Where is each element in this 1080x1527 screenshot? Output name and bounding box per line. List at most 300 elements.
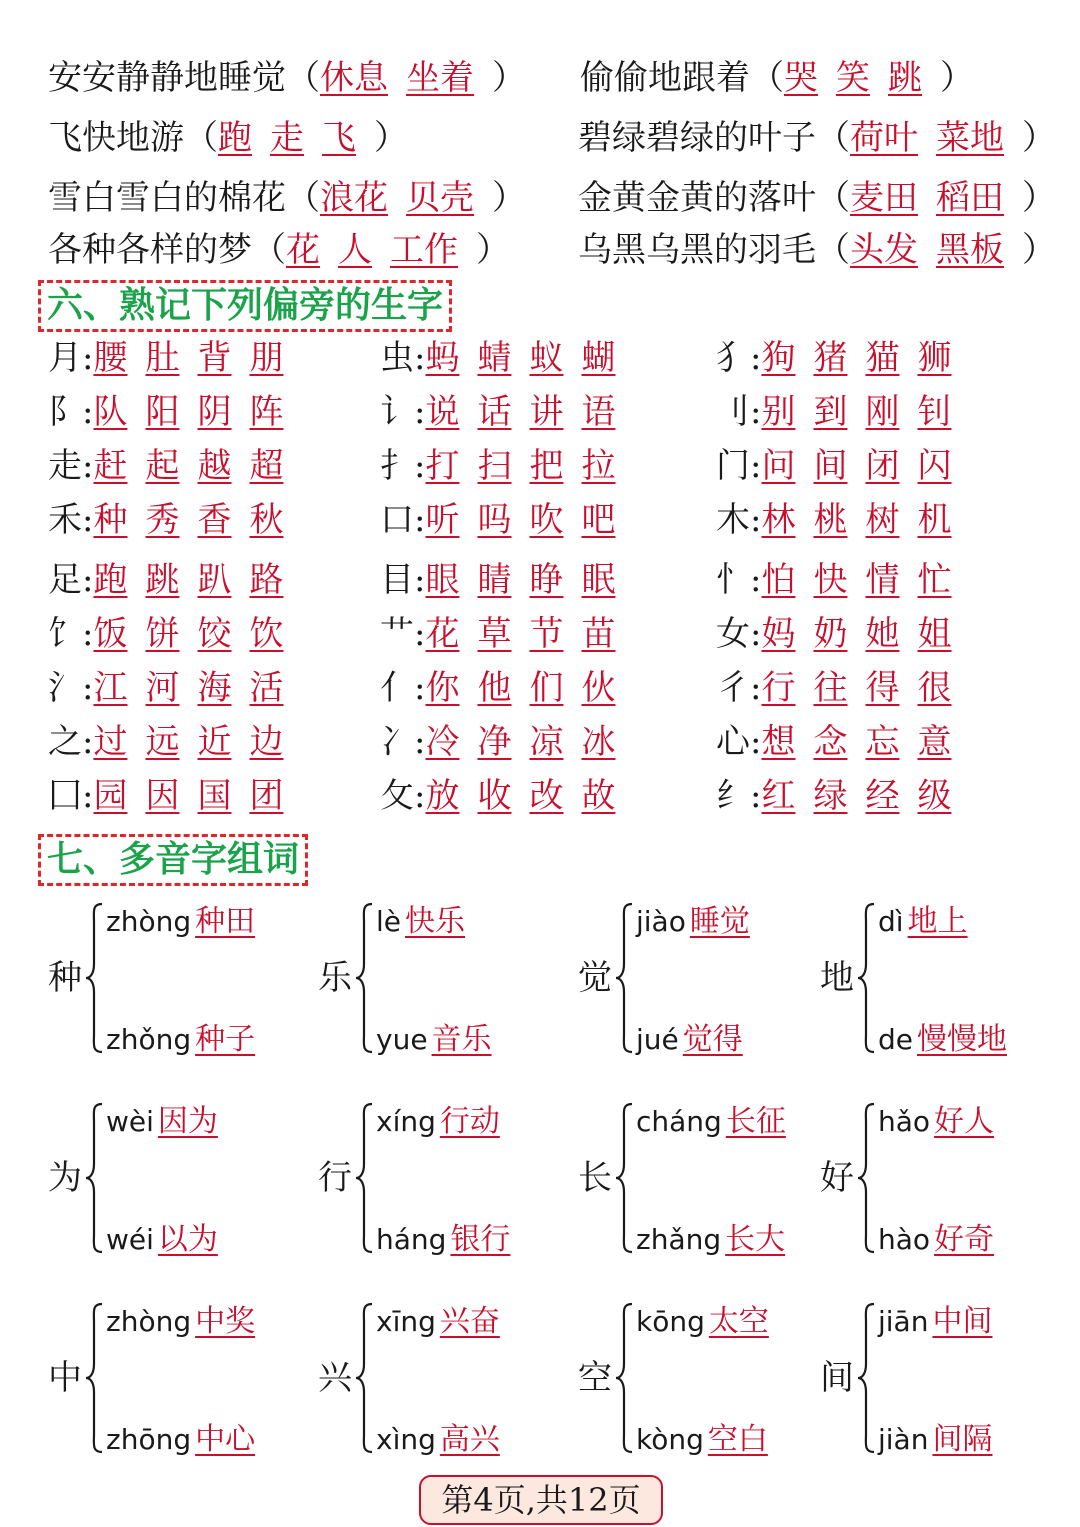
radical-character: 问	[761, 446, 796, 486]
curly-brace-icon	[856, 1302, 876, 1454]
polyphone-reading	[878, 1020, 1007, 1060]
radical-character: 闭	[865, 446, 900, 486]
radical-character: 猫	[865, 338, 900, 378]
polyphone-reading	[636, 1020, 743, 1060]
answer-word: 哭	[784, 58, 818, 98]
answer-word: 飞	[322, 118, 356, 158]
pinyin: yue	[376, 1023, 428, 1056]
radical-character: 你	[425, 668, 460, 708]
radical-character: 蚁	[529, 338, 564, 378]
radical-label: 犭:	[716, 338, 762, 378]
polyphone-reading	[636, 902, 750, 942]
radical-label: 讠:	[380, 392, 426, 432]
radical-character: 香	[197, 500, 232, 540]
polyphone-reading	[106, 1420, 255, 1460]
answer-word: 中间	[932, 1304, 993, 1339]
radical-character: 睛	[477, 560, 512, 600]
answer-word: 慢慢地	[917, 1022, 1007, 1057]
radical-character: 扫	[477, 446, 512, 486]
radical-character: 她	[865, 614, 900, 654]
answer-word: 睡觉	[689, 904, 750, 939]
radical-character: 别	[761, 392, 796, 432]
radical-label: 氵:	[48, 668, 94, 708]
radical-character: 狮	[917, 338, 952, 378]
radical-character: 级	[917, 776, 952, 816]
radical-group	[380, 560, 633, 600]
radical-character: 林	[761, 500, 796, 540]
polyphone-reading	[376, 902, 465, 942]
polyphone-character: 种	[48, 958, 82, 998]
answer-word: 种田	[195, 904, 256, 939]
radical-character: 种	[93, 500, 128, 540]
radical-character: 江	[93, 668, 128, 708]
radical-group	[48, 722, 301, 762]
radical-character: 奶	[813, 614, 848, 654]
radical-character: 睁	[529, 560, 564, 600]
polyphone-character: 为	[48, 1158, 82, 1198]
polyphone-reading	[376, 1102, 500, 1142]
radical-label: 囗:	[48, 776, 94, 816]
polyphone-group	[820, 902, 1070, 1062]
radical-character: 饭	[93, 614, 128, 654]
radical-character: 听	[425, 500, 460, 540]
radical-character: 饼	[145, 614, 180, 654]
radical-group	[380, 446, 633, 486]
radical-character: 肚	[145, 338, 180, 378]
section-heading-polyphones: 七、多音字组词	[38, 834, 308, 886]
radical-character: 园	[93, 776, 128, 816]
curly-brace-icon	[84, 1302, 104, 1454]
radical-character: 秋	[249, 500, 284, 540]
radical-character: 背	[197, 338, 232, 378]
answer-word: 中奖	[195, 1304, 256, 1339]
radical-character: 想	[761, 722, 796, 762]
curly-brace-icon	[354, 1102, 374, 1254]
radical-group	[48, 338, 301, 378]
polyphone-reading	[106, 1220, 218, 1260]
polyphone-reading	[376, 1020, 492, 1060]
radical-character: 猪	[813, 338, 848, 378]
polyphone-group	[578, 1102, 828, 1262]
radical-group	[716, 338, 969, 378]
section-heading-radicals: 六、熟记下列偏旁的生字	[38, 280, 452, 332]
polyphone-group	[820, 1302, 1070, 1462]
radical-group	[716, 668, 969, 708]
answer-word: 人	[338, 230, 372, 270]
polyphone-character: 长	[578, 1158, 612, 1198]
radical-character: 改	[529, 776, 564, 816]
pinyin: jiàn	[878, 1423, 929, 1456]
radical-character: 妈	[761, 614, 796, 654]
radical-group	[716, 392, 969, 432]
answer-word: 以为	[157, 1222, 218, 1257]
radical-character: 团	[249, 776, 284, 816]
radical-label: 饣:	[48, 614, 94, 654]
radical-group	[380, 500, 633, 540]
answer-word: 快乐	[405, 904, 466, 939]
polyphone-character: 地	[820, 958, 854, 998]
answer-word: 太空	[708, 1304, 769, 1339]
radical-label: 之:	[48, 722, 94, 762]
radical-character: 桃	[813, 500, 848, 540]
radical-character: 念	[813, 722, 848, 762]
polyphone-reading	[106, 1020, 255, 1060]
radical-group	[716, 500, 969, 540]
radical-character: 朋	[249, 338, 284, 378]
radical-character: 狗	[761, 338, 796, 378]
polyphone-character: 兴	[318, 1358, 352, 1398]
polyphone-reading	[106, 902, 255, 942]
polyphone-reading	[106, 1302, 255, 1342]
radical-character: 蝴	[581, 338, 616, 378]
polyphone-reading	[106, 1102, 218, 1142]
phrase-line: 金黄金黄的落叶（麦田 稻田 ）	[578, 178, 1056, 218]
radical-label: 攵:	[380, 776, 426, 816]
answer-word: 菜地	[936, 118, 1004, 158]
curly-brace-icon	[84, 1102, 104, 1254]
radical-group	[716, 560, 969, 600]
answer-word: 荷叶	[850, 118, 918, 158]
polyphone-reading	[636, 1420, 768, 1460]
pinyin: zhǒng	[106, 1023, 192, 1056]
radical-character: 到	[813, 392, 848, 432]
radical-character: 饺	[197, 614, 232, 654]
radical-character: 吧	[581, 500, 616, 540]
radical-character: 刚	[865, 392, 900, 432]
polyphone-group	[318, 1102, 568, 1262]
polyphone-reading	[376, 1220, 510, 1260]
pinyin: jiào	[636, 905, 686, 938]
polyphone-reading	[636, 1220, 785, 1260]
answer-word: 高兴	[439, 1422, 500, 1457]
answer-word: 头发	[850, 230, 918, 270]
radical-character: 花	[425, 614, 460, 654]
radical-group	[380, 392, 633, 432]
radical-label: 月:	[48, 338, 94, 378]
curly-brace-icon	[856, 902, 876, 1054]
radical-character: 行	[761, 668, 796, 708]
radical-label: 刂:	[716, 392, 762, 432]
radical-character: 边	[249, 722, 284, 762]
pinyin: hǎo	[878, 1105, 931, 1138]
phrase-line: 乌黑乌黑的羽毛（头发 黑板 ）	[578, 230, 1056, 270]
radical-group	[380, 722, 633, 762]
pinyin: wèi	[106, 1105, 154, 1138]
answer-word: 空白	[707, 1422, 768, 1457]
radical-character: 得	[865, 668, 900, 708]
curly-brace-icon	[614, 902, 634, 1054]
polyphone-group	[578, 902, 828, 1062]
answer-word: 跑	[218, 118, 252, 158]
radical-character: 经	[865, 776, 900, 816]
radical-label: 目:	[380, 560, 426, 600]
radical-character: 越	[197, 446, 232, 486]
radical-group	[380, 338, 633, 378]
polyphone-reading	[878, 1302, 992, 1342]
radical-character: 收	[477, 776, 512, 816]
pinyin: zhòng	[106, 905, 192, 938]
radical-character: 过	[93, 722, 128, 762]
phrase-line: 各种各样的梦（花 人 工作 ）	[48, 230, 510, 270]
radical-label: 足:	[48, 560, 94, 600]
radical-group	[48, 446, 301, 486]
pinyin: jué	[636, 1023, 679, 1056]
answer-word: 兴奋	[439, 1304, 500, 1339]
radical-character: 忙	[917, 560, 952, 600]
radical-character: 把	[529, 446, 564, 486]
radical-character: 放	[425, 776, 460, 816]
radical-group	[48, 392, 301, 432]
radical-character: 海	[197, 668, 232, 708]
curly-brace-icon	[354, 902, 374, 1054]
radical-character: 往	[813, 668, 848, 708]
polyphone-character: 好	[820, 1158, 854, 1198]
curly-brace-icon	[84, 902, 104, 1054]
radical-character: 眠	[581, 560, 616, 600]
pinyin: xīng	[376, 1305, 436, 1338]
polyphone-group	[48, 902, 298, 1062]
polyphone-reading	[878, 1102, 994, 1142]
radical-group	[716, 446, 969, 486]
radical-character: 语	[581, 392, 616, 432]
answer-word: 地上	[907, 904, 968, 939]
radical-character: 凉	[529, 722, 564, 762]
phrase-line: 雪白雪白的棉花（浪花 贝壳 ）	[48, 178, 526, 218]
radical-character: 赶	[93, 446, 128, 486]
answer-word: 音乐	[431, 1022, 492, 1057]
answer-word: 觉得	[682, 1022, 743, 1057]
pinyin: zhòng	[106, 1305, 192, 1338]
radical-label: 门:	[716, 446, 762, 486]
pinyin: jiān	[878, 1305, 929, 1338]
radical-character: 蚂	[425, 338, 460, 378]
radical-character: 故	[581, 776, 616, 816]
pinyin: wéi	[106, 1223, 154, 1256]
radical-group	[380, 614, 633, 654]
radical-label: 心:	[716, 722, 762, 762]
polyphone-group	[48, 1102, 298, 1262]
curly-brace-icon	[354, 1302, 374, 1454]
radical-group	[380, 668, 633, 708]
radical-label: 纟:	[716, 776, 762, 816]
radical-label: 阝:	[48, 392, 94, 432]
polyphone-group	[48, 1302, 298, 1462]
radical-character: 阵	[249, 392, 284, 432]
radical-character: 因	[145, 776, 180, 816]
radical-character: 路	[249, 560, 284, 600]
answer-word: 工作	[390, 230, 458, 270]
polyphone-reading	[878, 1420, 992, 1460]
radical-label: 亻:	[380, 668, 426, 708]
radical-character: 超	[249, 446, 284, 486]
radical-group	[48, 500, 301, 540]
answer-word: 因为	[157, 1104, 218, 1139]
pinyin: háng	[376, 1223, 447, 1256]
radical-character: 起	[145, 446, 180, 486]
radical-character: 钊	[917, 392, 952, 432]
radical-character: 打	[425, 446, 460, 486]
radical-label: 艹:	[380, 614, 426, 654]
pinyin: cháng	[636, 1105, 722, 1138]
answer-word: 贝壳	[406, 178, 474, 218]
pinyin: kōng	[636, 1305, 705, 1338]
pinyin: zhǎng	[636, 1223, 722, 1256]
radical-character: 河	[145, 668, 180, 708]
radical-label: 木:	[716, 500, 762, 540]
radical-group	[716, 614, 969, 654]
radical-group	[716, 722, 969, 762]
polyphone-group	[578, 1302, 828, 1462]
curly-brace-icon	[856, 1102, 876, 1254]
radical-group	[48, 614, 301, 654]
polyphone-group	[318, 902, 568, 1062]
radical-character: 冷	[425, 722, 460, 762]
answer-word: 跳	[888, 58, 922, 98]
radical-label: 口:	[380, 500, 426, 540]
pinyin: kòng	[636, 1423, 704, 1456]
radical-character: 意	[917, 722, 952, 762]
answer-word: 好人	[934, 1104, 995, 1139]
polyphone-character: 空	[578, 1358, 612, 1398]
radical-group	[48, 776, 301, 816]
polyphone-reading	[376, 1302, 500, 1342]
pinyin: dì	[878, 905, 904, 938]
radical-character: 很	[917, 668, 952, 708]
radical-character: 情	[865, 560, 900, 600]
answer-word: 坐着	[406, 58, 474, 98]
answer-word: 稻田	[936, 178, 1004, 218]
radical-character: 蜻	[477, 338, 512, 378]
answer-word: 休息	[320, 58, 388, 98]
page-number: 第4页,共12页	[419, 1475, 663, 1525]
radical-character: 忘	[865, 722, 900, 762]
answer-word: 行动	[439, 1104, 500, 1139]
radical-character: 净	[477, 722, 512, 762]
polyphone-character: 乐	[318, 958, 352, 998]
polyphone-character: 中	[48, 1358, 82, 1398]
radical-character: 机	[917, 500, 952, 540]
radical-character: 树	[865, 500, 900, 540]
radical-group	[716, 776, 969, 816]
radical-character: 跑	[93, 560, 128, 600]
radical-character: 说	[425, 392, 460, 432]
radical-character: 阳	[145, 392, 180, 432]
radical-group	[48, 560, 301, 600]
radical-character: 间	[813, 446, 848, 486]
phrase-line: 碧绿碧绿的叶子（荷叶 菜地 ）	[578, 118, 1056, 158]
radical-character: 近	[197, 722, 232, 762]
answer-word: 浪花	[320, 178, 388, 218]
curly-brace-icon	[614, 1102, 634, 1254]
radical-character: 活	[249, 668, 284, 708]
answer-word: 种子	[195, 1022, 256, 1057]
phrase-line: 偷偷地跟着（哭 笑 跳 ）	[580, 58, 974, 98]
radical-character: 红	[761, 776, 796, 816]
radical-label: 彳:	[716, 668, 762, 708]
radical-character: 绿	[813, 776, 848, 816]
radical-character: 草	[477, 614, 512, 654]
radical-label: 禾:	[48, 500, 94, 540]
answer-word: 笑	[836, 58, 870, 98]
pinyin: zhōng	[106, 1423, 192, 1456]
radical-label: 女:	[716, 614, 762, 654]
radical-character: 饮	[249, 614, 284, 654]
radical-character: 国	[197, 776, 232, 816]
radical-label: 忄:	[716, 560, 762, 600]
radical-character: 快	[813, 560, 848, 600]
radical-character: 怕	[761, 560, 796, 600]
radical-label: 走:	[48, 446, 94, 486]
radical-character: 话	[477, 392, 512, 432]
answer-word: 黑板	[936, 230, 1004, 270]
radical-character: 冰	[581, 722, 616, 762]
radical-character: 伙	[581, 668, 616, 708]
phrase-line: 飞快地游（跑 走 飞 ）	[48, 118, 408, 158]
radical-character: 吗	[477, 500, 512, 540]
radical-character: 他	[477, 668, 512, 708]
polyphone-reading	[376, 1420, 500, 1460]
radical-character: 眼	[425, 560, 460, 600]
radical-label: 扌:	[380, 446, 426, 486]
polyphone-reading	[878, 902, 968, 942]
polyphone-reading	[636, 1102, 786, 1142]
radical-character: 拉	[581, 446, 616, 486]
radical-character: 苗	[581, 614, 616, 654]
pinyin: xíng	[376, 1105, 436, 1138]
answer-word: 中心	[195, 1422, 256, 1457]
polyphone-reading	[636, 1302, 769, 1342]
radical-character: 腰	[93, 338, 128, 378]
polyphone-character: 间	[820, 1358, 854, 1398]
radical-character: 吹	[529, 500, 564, 540]
answer-word: 走	[270, 118, 304, 158]
radical-character: 们	[529, 668, 564, 708]
polyphone-group	[820, 1102, 1070, 1262]
answer-word: 花	[286, 230, 320, 270]
answer-word: 麦田	[850, 178, 918, 218]
polyphone-reading	[878, 1220, 994, 1260]
answer-word: 长征	[725, 1104, 786, 1139]
answer-word: 银行	[450, 1222, 511, 1257]
radical-character: 讲	[529, 392, 564, 432]
radical-character: 闪	[917, 446, 952, 486]
radical-character: 阴	[197, 392, 232, 432]
answer-word: 长大	[725, 1222, 786, 1257]
phrase-line: 安安静静地睡觉（休息 坐着 ）	[48, 58, 526, 98]
radical-character: 姐	[917, 614, 952, 654]
radical-character: 跳	[145, 560, 180, 600]
radical-label: 虫:	[380, 338, 426, 378]
polyphone-group	[318, 1302, 568, 1462]
radical-label: 冫:	[380, 722, 426, 762]
pinyin: de	[878, 1023, 913, 1056]
curly-brace-icon	[614, 1302, 634, 1454]
radical-character: 队	[93, 392, 128, 432]
radical-character: 秀	[145, 500, 180, 540]
pinyin: xìng	[376, 1423, 436, 1456]
pinyin: lè	[376, 905, 402, 938]
radical-character: 远	[145, 722, 180, 762]
radical-character: 趴	[197, 560, 232, 600]
radical-group	[48, 668, 301, 708]
pinyin: hào	[878, 1223, 931, 1256]
radical-group	[380, 776, 633, 816]
polyphone-character: 觉	[578, 958, 612, 998]
answer-word: 间隔	[932, 1422, 993, 1457]
radical-character: 节	[529, 614, 564, 654]
polyphone-character: 行	[318, 1158, 352, 1198]
answer-word: 好奇	[934, 1222, 995, 1257]
